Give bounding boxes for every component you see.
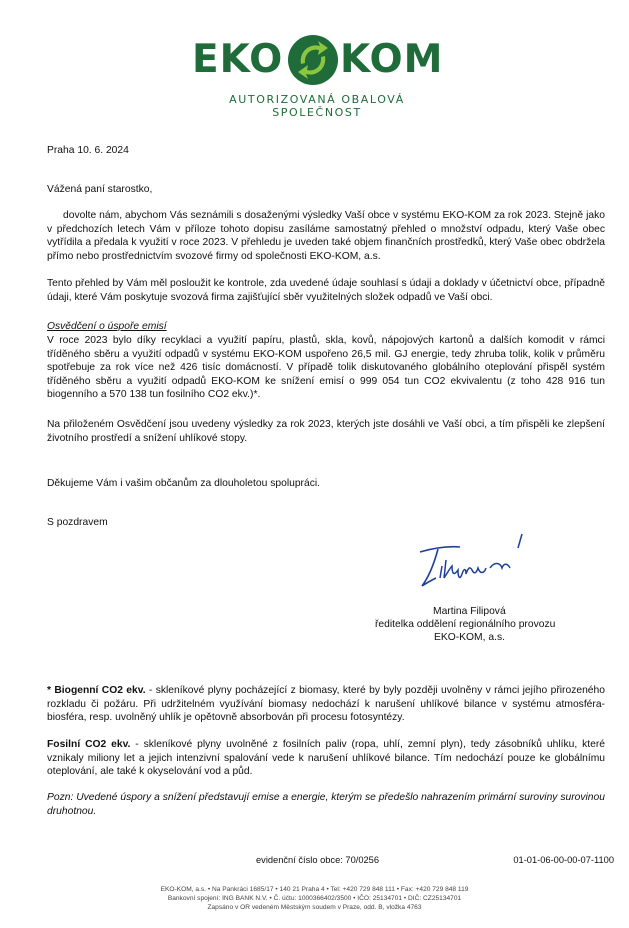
section-heading: Osvědčení o úspoře emisí [47,321,167,332]
paragraph-intro: dovolte nám, abychom Vás seznámili s dosaženými výsledky Vaší obce v systému EKO-KOM za rok 2023. Stejně jako v předchozích letech Vám v příloze tohoto dopisu zasíláme samostatný přehled o množství odpadu, který Vaše obec vytřídila a předala k využití v roce 2023. V přehledu je uveden také objem finančních prostředků, který Vaše obec obdržela přímo nebo prostřednictvím svozové firmy od společnosti EKO-KOM, a.s. [47,210,605,262]
paragraph-thanks: Děkujeme Vám i vašim občanům za dlouholetou spolupráci. [47,478,321,489]
paragraph-overview: Tento přehled by Vám měl posloužit ke kontrole, zda uvedené údaje souhlasí s údaji a doklady v účetnictví obce, případně údaji, které Vám poskytuje svozová firma zajišťující sběr využitelných složek odpadů ve Vaší obci. [47,278,605,303]
note-fossil-term: Fosilní CO2 ekv. [47,739,131,750]
note-fossil-text: - skleníkové plyny uvolněné z fosilních paliv (ropa, uhlí, zemní plyn), tedy zásobníků uhlíku, které vznikaly miliony let a jejich intenzivní spalování vede k narušení uhlíkové bilance. Tím nedochází pouze ke globálnímu oteplování, ale také k okyselování vod a půd. [47,739,605,778]
logo [192,34,442,94]
signer-company: EKO-KOM, a.s. [434,632,505,643]
footer-bank: Bankovní spojení: ING BANK N.V. • Č. účtu: 1000366402/3500 • IČO: 25134701 • DIČ: CZ25134701 [167,895,462,902]
note-savings: Pozn: Uvedené úspory a snížení představují emise a energie, kterým se předešlo nahrazením primární suroviny surovinou druhotnou. [47,792,605,817]
footer-registry: Zapsáno v OR vedeném Městským soudem v Praze, odd. B, vložka 4763 [207,904,422,911]
logo-word-left: EKO [192,37,284,82]
logo-word-right: KOM [340,37,444,82]
closing: S pozdravem [47,517,108,528]
handwritten-signature [404,532,534,596]
note-biogenic [47,684,605,725]
note-biogenic-text: - skleníkové plyny pocházející z biomasy, které by byly později uvolněny v rámci jejího přirozeného rozkladu či požáru. Při udržitelném využívání biomasy nedochází k narušení uhlíkové bilance v systému atmosféra-biosféra, resp. uvolněný uhlík je opětovně absorbován při procesu fotosyntézy. [47,685,605,724]
recycle-arrows-icon [287,34,339,86]
signer-name: Martina Filipová [433,606,506,617]
salutation: Vážená paní starostko, [47,184,153,195]
tagline: AUTORIZOVANÁ OBALOVÁ SPOLEČNOST [229,93,405,119]
note-biogenic-term: * Biogenní CO2 ekv. [47,685,146,696]
reference-code: 01-01-06-00-00-07-1100 [513,855,614,865]
footer-address: EKO-KOM, a.s. • Na Pankráci 1685/17 • 140 21 Praha 4 • Tel: +420 729 848 111 • Fax: +420 729 848 119 [160,886,469,893]
signer-title: ředitelka oddělení regionálního provozu [375,619,556,630]
letter-date: Praha 10. 6. 2024 [47,145,129,156]
note-fossil [47,738,605,779]
paragraph-certificate: Na přiloženém Osvědčení jsou uvedeny výsledky za rok 2023, kterých jste dosáhli ve Vaší obci, a tím přispěli ke zlepšení životního prostředí a snížení uhlíkové stopy. [47,419,605,444]
evidence-number: evidenční číslo obce: 70/0256 [256,855,380,865]
paragraph-emissions: V roce 2023 bylo díky recyklaci a využití papíru, plastů, skla, kovů, nápojových kartonů a dalších komodit v rámci tříděného sběru a využití odpadů v systému EKO-KOM uspořeno 26,5 mil. GJ energie, tedy zhruba tolik, kolik v průměru spotřebuje za rok více než 426 tisíc domácností. V případě tolik diskutovaného globálního oteplování přispěl systém tříděného sběru a využití odpadů EKO-KOM ke snížení emisí o 999 054 tun CO2 ekvivalentu (z toho 428 916 tun biogenního a 570 138 tun fosilního CO2 ekv.)*. [47,335,605,401]
